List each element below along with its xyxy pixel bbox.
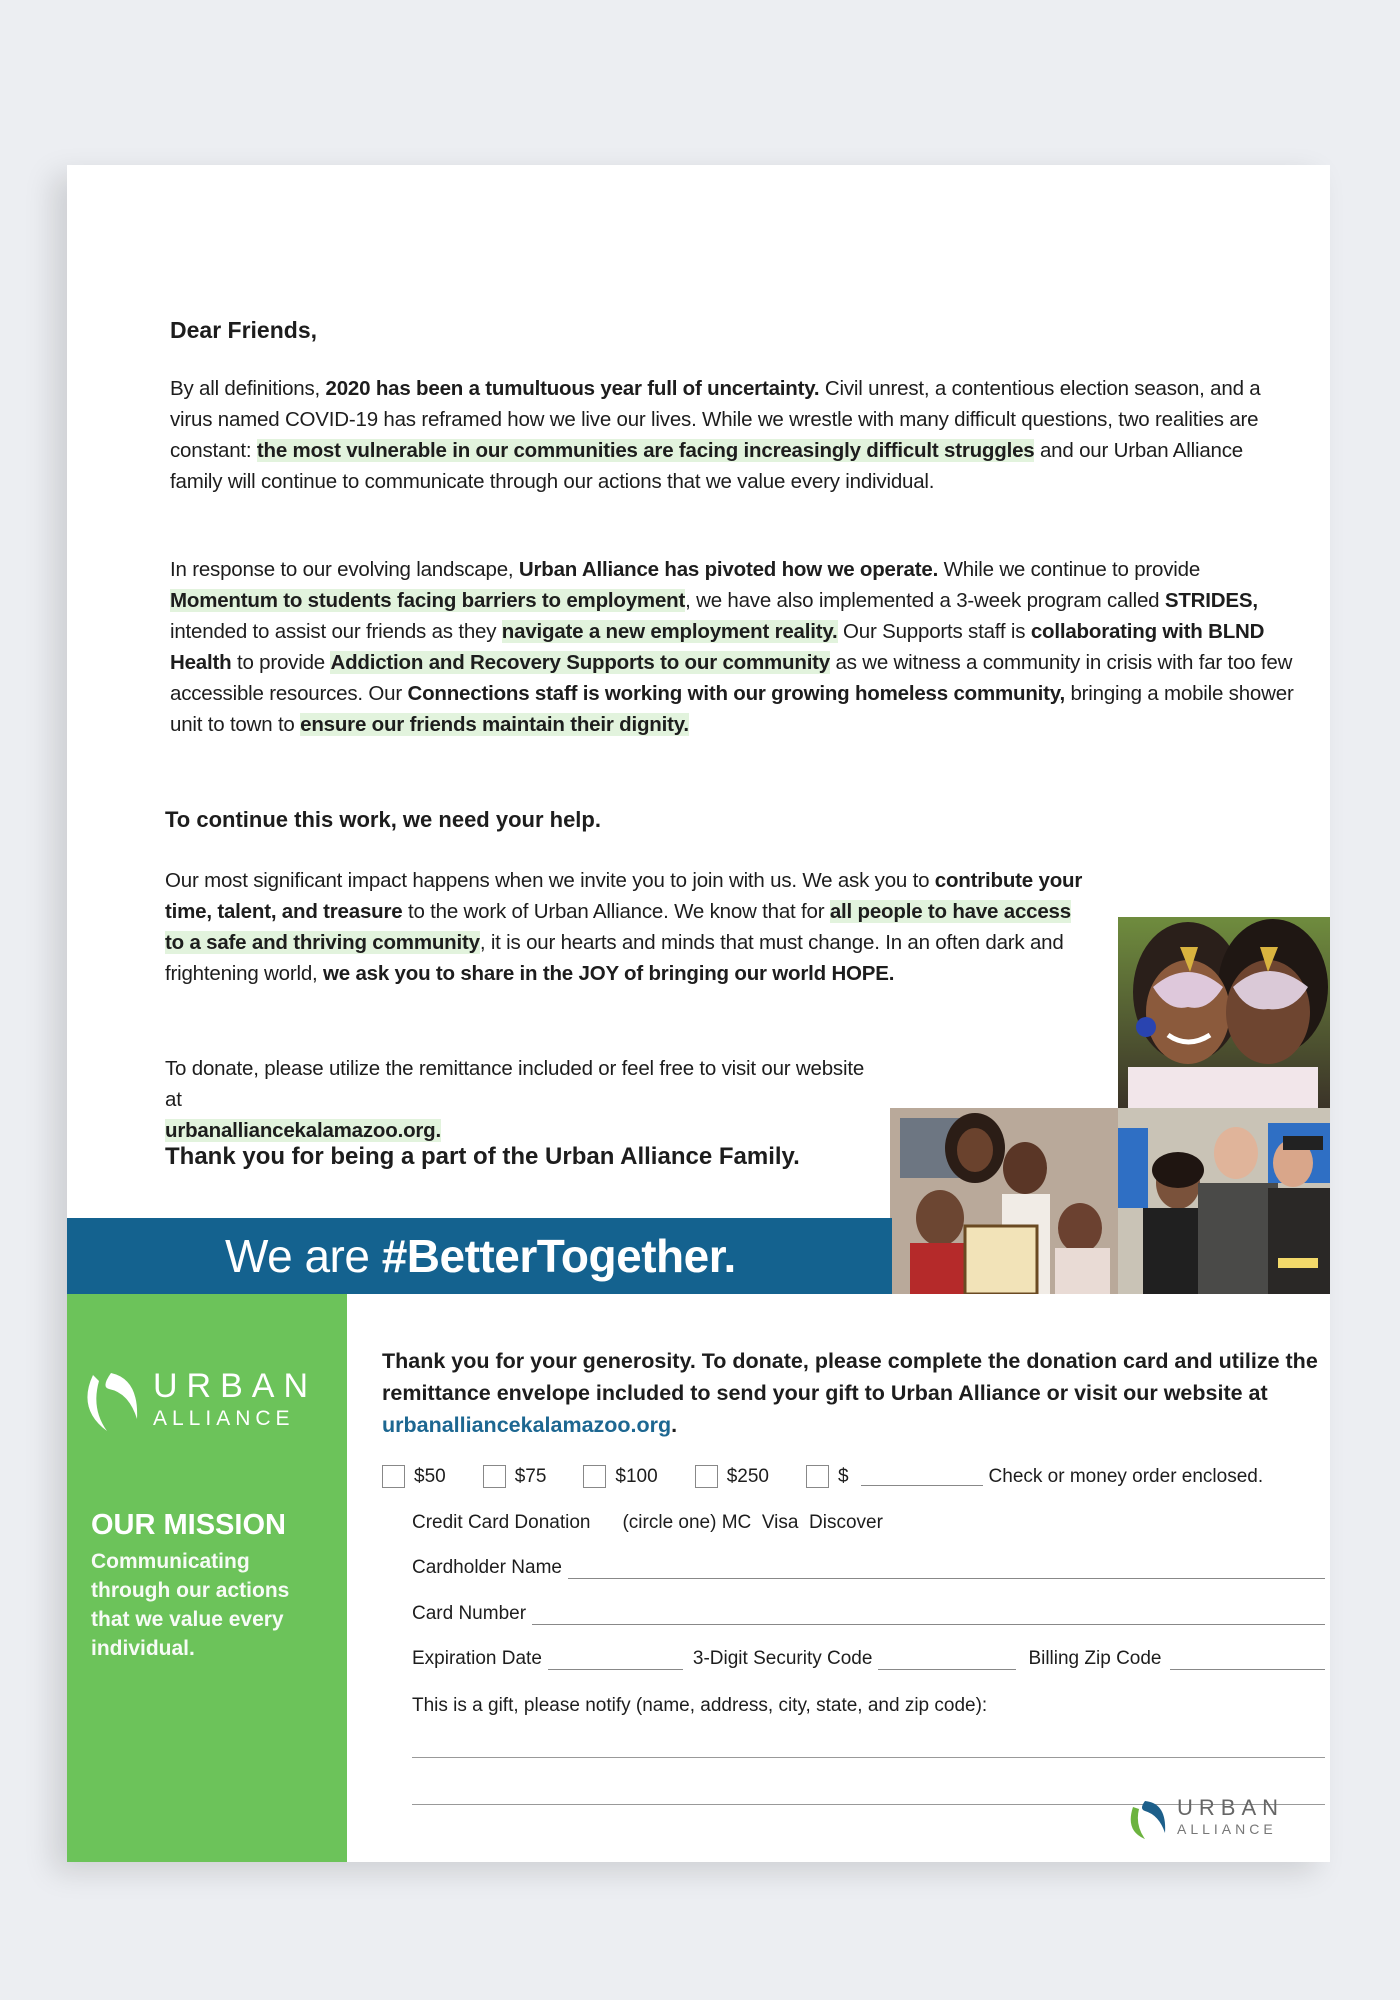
mission-panel (67, 1294, 347, 1862)
billing-zip-field[interactable] (1170, 1651, 1325, 1670)
cardholder-name-field[interactable] (568, 1560, 1325, 1579)
mission-text: Communicating through our actions that we value every individual. (91, 1550, 290, 1660)
children-face-paint-photo (1118, 917, 1330, 1108)
checkbox[interactable] (695, 1465, 718, 1488)
gift-notify-line-1[interactable] (412, 1757, 1325, 1758)
expiration-row: Expiration Date 3-Digit Security Code Billing Zip Code (412, 1648, 1325, 1670)
form-heading: Thank you for your generosity. To donate, please complete the donation card and utilize the remittance envelope included to send your gift to Urban Alliance or visit our website at urbanalliancekalamazoo.org. (382, 1349, 1318, 1437)
help-heading: To continue this work, we need your help. (165, 807, 601, 832)
highlight: Addiction and Recovery Supports to our community (330, 651, 831, 674)
paragraph-2: In response to our evolving landscape, Urban Alliance has pivoted how we operate. While we continue to provide Momentum to students facing barriers to employment, we have also implemented a 3-week program called STRIDES, intended to assist our friends as they navigate a new employment reality. Our Supports staff is collaborating with BLND Health to provide Addiction and Recovery Supports to our community as we witness a community in crisis with far too few accessible resources. Our Connections staff is working with our growing homeless community, bringing a mobile shower unit to town to ensure our friends maintain their dignity. (170, 558, 1294, 736)
banner-text: We are #BetterTogether. (225, 1230, 736, 1282)
logo-swirl-icon (81, 1369, 143, 1435)
card-type-options[interactable]: (circle one) MC Visa Discover (622, 1512, 883, 1533)
paragraph-1: By all definitions, 2020 has been a tumultuous year full of uncertainty. Civil unrest, a contentious election season, and a virus named COVID-19 has reframed how we live our lives. While we wrestle with many difficult questions, two realities are constant: the most vulnerable in our communities are facing increasingly difficult struggles and our Urban Alliance family will continue to communicate through our actions that we value every individual. (170, 377, 1261, 493)
highlight: navigate a new employment reality. (501, 620, 838, 643)
credit-card-row: Credit Card Donation (circle one) MC Visa Discover (412, 1512, 883, 1533)
checkbox[interactable] (382, 1465, 405, 1488)
highlight: Momentum to students facing barriers to employment (170, 589, 686, 612)
checkbox[interactable] (583, 1465, 606, 1488)
checkbox[interactable] (483, 1465, 506, 1488)
donate-paragraph: To donate, please utilize the remittance included or feel free to visit our website at urbanalliancekalamazoo.org. (165, 1057, 865, 1142)
volunteers-photo (1118, 1108, 1330, 1294)
amount-option-250[interactable]: $250 (695, 1465, 769, 1488)
gift-label: This is a gift, please notify (name, address, city, state, and zip code): (412, 1695, 988, 1716)
website-link[interactable]: urbanalliancekalamazoo.org. (165, 1119, 441, 1142)
highlight: all people to have access to a safe and thriving community (165, 900, 1071, 954)
form-website-link[interactable]: urbanalliancekalamazoo.org (382, 1413, 672, 1437)
expiration-date-field[interactable] (548, 1651, 683, 1670)
photo-icon (1118, 917, 1330, 1108)
amount-option-custom[interactable]: $ (806, 1465, 849, 1488)
security-code-field[interactable] (878, 1651, 1016, 1670)
highlight: ensure our friends maintain their dignity. (300, 713, 689, 736)
hashtag: #BetterTogether. (381, 1230, 736, 1282)
joy-hope-text: we ask you to share in the JOY of bringing our world HOPE. (323, 962, 895, 985)
card-number-row: Card Number (412, 1603, 1325, 1625)
checkbox[interactable] (806, 1465, 829, 1488)
mission-title: OUR MISSION (91, 1509, 286, 1541)
logo-swirl-icon (1127, 1797, 1169, 1841)
amount-option-75[interactable]: $75 (483, 1465, 547, 1488)
footer-logo: URBAN ALLIANCE (1127, 1795, 1297, 1843)
highlight: the most vulnerable in our communities are facing increasingly difficult struggles (256, 439, 1035, 462)
donation-letter-page (67, 165, 1330, 1862)
urban-alliance-logo: URBAN ALLIANCE (81, 1369, 321, 1439)
thank-you-line: Thank you for being a part of the Urban Alliance Family. (165, 1143, 800, 1170)
photo-icon (890, 1108, 1118, 1294)
check-label: Check or money order enclosed. (988, 1465, 1264, 1487)
salutation: Dear Friends, (170, 317, 317, 343)
amount-options (382, 1465, 1263, 1488)
cardholder-row: Cardholder Name (412, 1557, 1325, 1579)
photo-icon (1118, 1108, 1330, 1294)
donation-form (382, 1345, 1322, 1716)
amount-option-100[interactable]: $100 (583, 1465, 657, 1488)
custom-amount-field[interactable] (861, 1467, 983, 1486)
card-number-field[interactable] (532, 1606, 1325, 1625)
better-together-banner (67, 1218, 892, 1294)
amount-option-50[interactable]: $50 (382, 1465, 446, 1488)
paragraph-3: Our most significant impact happens when we invite you to join with us. We ask you to contribute your time, talent, and treasure to the work of Urban Alliance. We know that for all people to have access to a safe and thriving community, it is our hearts and minds that must change. In an often dark and frightening world, we ask you to share in the JOY of bringing our world HOPE. (165, 869, 1083, 985)
family-achievement-photo (890, 1108, 1118, 1294)
